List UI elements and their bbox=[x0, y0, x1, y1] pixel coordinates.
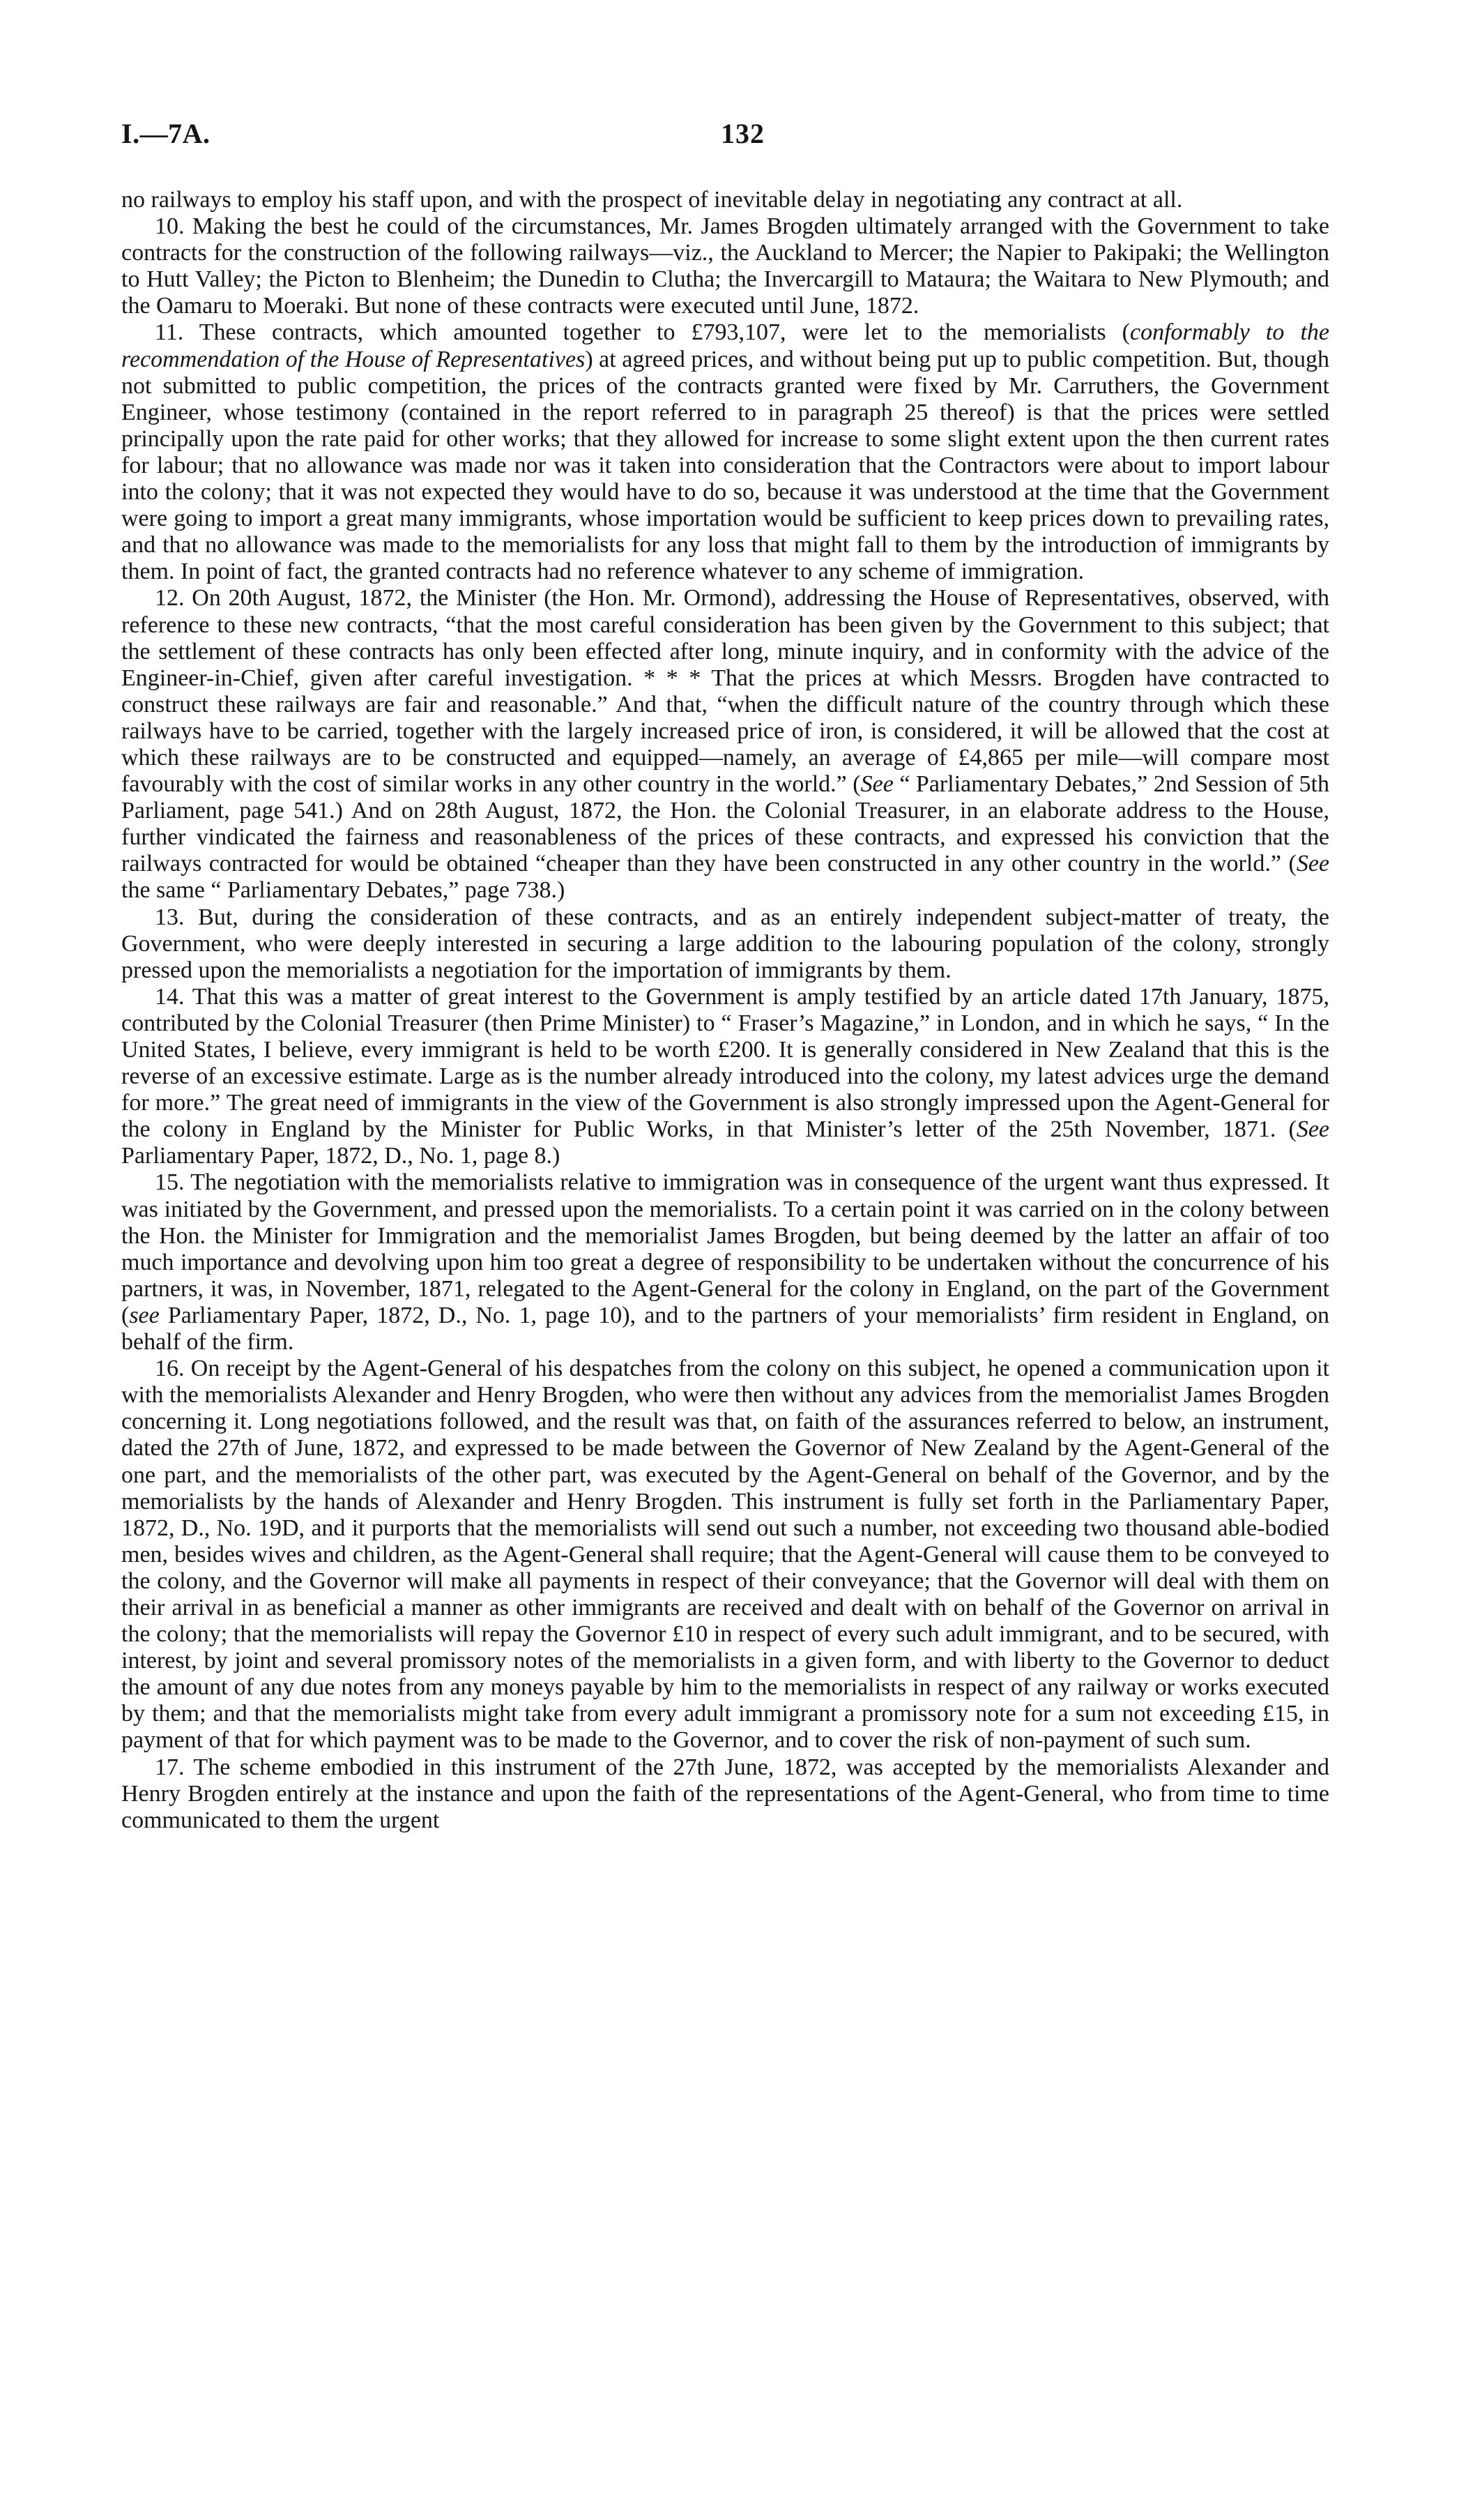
paragraph bbox=[121, 904, 1329, 984]
paragraph-text: “ Parliamentary Debates,” 2nd Session of 5th Parliament, page 541.) And on 28th August, 1872, the Hon. the Colonial Treasurer, in an elaborate address to the House, further vindicated the fairness and reasonableness of the prices of these contracts, and expressed his conviction that the railways contracted for would be obtained “cheaper than they have been constructed in any other country in the world.” ( bbox=[121, 771, 1329, 877]
paragraph bbox=[121, 585, 1329, 904]
italic-text: conformably to the recommendation of the House of Representatives bbox=[121, 319, 1329, 372]
italic-text: See bbox=[1296, 1116, 1329, 1143]
paragraph-text: no railways to employ his staff upon, and with the prospect of inevitable delay in negotiating any contract at all. bbox=[121, 187, 1183, 213]
paragraph-text: ) at agreed prices, and without being put up to public competition. But, though not submitted to public competition, the prices of the contracts granted were fixed by Mr. Carruthers, the Government Engineer, whose testimony (contained in the report referred to in paragraph 25 thereof) is that the prices were settled principally upon the rate paid for other works; that they allowed for increase to some slight extent upon the then current rates for labour; that no allowance was made nor was it taken into consideration that the Contractors were about to import labour into the colony; that it was not expected they would have to do so, because it was understood at the time that the Government were going to import a great many immigrants, whose importation would be sufficient to keep prices down to prevailing rates, and that no allowance was made to the memorialists for any loss that might fall to them by the introduction of immigrants by them. In point of fact, the granted contracts had no reference whatever to any scheme of immigration. bbox=[121, 346, 1330, 585]
paragraph-text: 12. On 20th August, 1872, the Minister (the Hon. Mr. Ormond), addressing the House of Representatives, observed, with reference to these new contracts, “that the most careful consideration has been given by the Government to this subject; that the settlement of these contracts has only been effected after long, minute inquiry, and in conformity with the advice of the Engineer-in-Chief, given after careful investigation. * * * That the prices at which Messrs. Brogden have contracted to construct these railways are fair and reasonable.” And that, “when the difficult nature of the country through which these railways have to be carried, together with the largely increased price of iron, is considered, it will be allowed that the cost at which these railways are to be constructed and equipped—namely, an average of £4,865 per mile—will compare most favourably with the cost of similar works in any other country in the world.” ( bbox=[121, 585, 1329, 798]
paragraph bbox=[121, 187, 1329, 213]
paragraph-text: 10. Making the best he could of the circumstances, Mr. James Brogden ultimately arranged with the Government to take contracts for the construction of the following railways—viz., the Auckland to Mercer; the Napier to Pakipaki; the Wellington to Hutt Valley; the Picton to Blenheim; the Dunedin to Clutha; the Invercargill to Mataura; the Waitara to New Plymouth; and the Oamaru to Moeraki. But none of these contracts were executed until June, 1872. bbox=[121, 213, 1329, 319]
paragraph bbox=[121, 213, 1329, 319]
paragraph-text: 13. But, during the consideration of these contracts, and as an entirely independent subject-matter of treaty, the Government, who were deeply interested in securing a large addition to the labouring population of the colony, strongly pressed upon the memorialists a negotiation for the importation of immigrants by them. bbox=[121, 904, 1329, 983]
paragraph-text: Parliamentary Paper, 1872, D., No. 1, page 8.) bbox=[121, 1143, 560, 1169]
paragraph bbox=[121, 1754, 1329, 1834]
paragraph-text: 15. The negotiation with the memorialists relative to immigration was in consequence of the urgent want thus expressed. It was initiated by the Government, and pressed upon the memorialists. To a certain point it was carried on in the colony between the Hon. the Minister for Immigration and the memorialist James Brogden, but being deemed by the latter an affair of too much importance and devolving upon him too great a degree of responsibility to be undertaken without the concurrence of his partners, it was, in November, 1871, relegated to the Agent-General for the colony in England, on the part of the Government ( bbox=[121, 1169, 1329, 1328]
italic-text: see bbox=[129, 1302, 160, 1328]
paper-reference: I.—7A. bbox=[121, 118, 211, 149]
paragraph-text: 17. The scheme embodied in this instrument of the 27th June, 1872, was accepted by the memorialists Alexander and Henry Brogden entirely at the instance and upon the faith of the representations of the Agent-General, who from time to time communicated to them the urgent bbox=[121, 1754, 1329, 1833]
italic-text: See bbox=[860, 771, 894, 798]
paragraph-text: the same “ Parliamentary Debates,” page 738.) bbox=[121, 877, 565, 904]
paragraph-text: 16. On receipt by the Agent-General of his despatches from the colony on this subject, he opened a communication upon it with the memorialists Alexander and Henry Brogden, who were then without any advices from the memorialist James Brogden concerning it. Long negotiations followed, and the result was that, on faith of the assurances referred to below, an instrument, dated the 27th of June, 1872, and expressed to be made between the Governor of New Zealand by the Agent-General of the one part, and the memorialists of the other part, was executed by the Agent-General on behalf of the Governor, and by the memorialists by the hands of Alexander and Henry Brogden. This instrument is fully set forth in the Parliamentary Paper, 1872, D., No. 19D, and it purports that the memorialists will send out such a number, not exceeding two thousand able-bodied men, besides wives and children, as the Agent-General shall require; that the Agent-General will cause them to be conveyed to the colony, and the Governor will make all payments in respect of their conveyance; that the Governor will deal with them on their arrival in as beneficial a manner as other immigrants are received and dealt with on behalf of the Governor on arrival in the colony; that the memorialists will repay the Governor £10 in respect of every such adult immigrant, and to be secured, with interest, by joint and several promissory notes of the memorialists in a given form, and with liberty to the Governor to deduct the amount of any due notes from any moneys payable by him to the memorialists in respect of any railway or works executed by them; and that the memorialists might take from every adult immigrant a promissory note for a sum not exceeding £15, in payment of that for which payment was to be made to the Governor, and to cover the risk of non-payment of such sum. bbox=[121, 1356, 1329, 1754]
paragraph bbox=[121, 984, 1329, 1170]
italic-text: See bbox=[1296, 851, 1329, 877]
paragraph-text: 11. These contracts, which amounted together to £793,107, were let to the memorialists ( bbox=[155, 319, 1130, 346]
paragraph bbox=[121, 1356, 1329, 1754]
page-header bbox=[121, 117, 1329, 167]
paragraph bbox=[121, 1169, 1329, 1356]
paragraph bbox=[121, 319, 1329, 585]
paragraph-text: 14. That this was a matter of great interest to the Government is amply testified by an article dated 17th January, 1875, contributed by the Colonial Treasurer (then Prime Minister) to “ Fraser’s Magazine,” in London, and in which he says, “ In the United States, I believe, every immigrant is held to be worth £200. It is generally considered in New Zealand that this is the reverse of an excessive estimate. Large as is the number already introduced into the colony, my latest advices urge the demand for more.” The great need of immigrants in the view of the Government is also strongly impressed upon the Agent-General for the colony in England by the Minister for Public Works, in that Minister’s letter of the 25th November, 1871. ( bbox=[121, 983, 1329, 1143]
document-body bbox=[121, 187, 1329, 1834]
page-number: 132 bbox=[721, 118, 765, 149]
paragraph-text: Parliamentary Paper, 1872, D., No. 1, page 10), and to the partners of your memorialists’ firm resident in England, on behalf of the firm. bbox=[121, 1302, 1329, 1356]
